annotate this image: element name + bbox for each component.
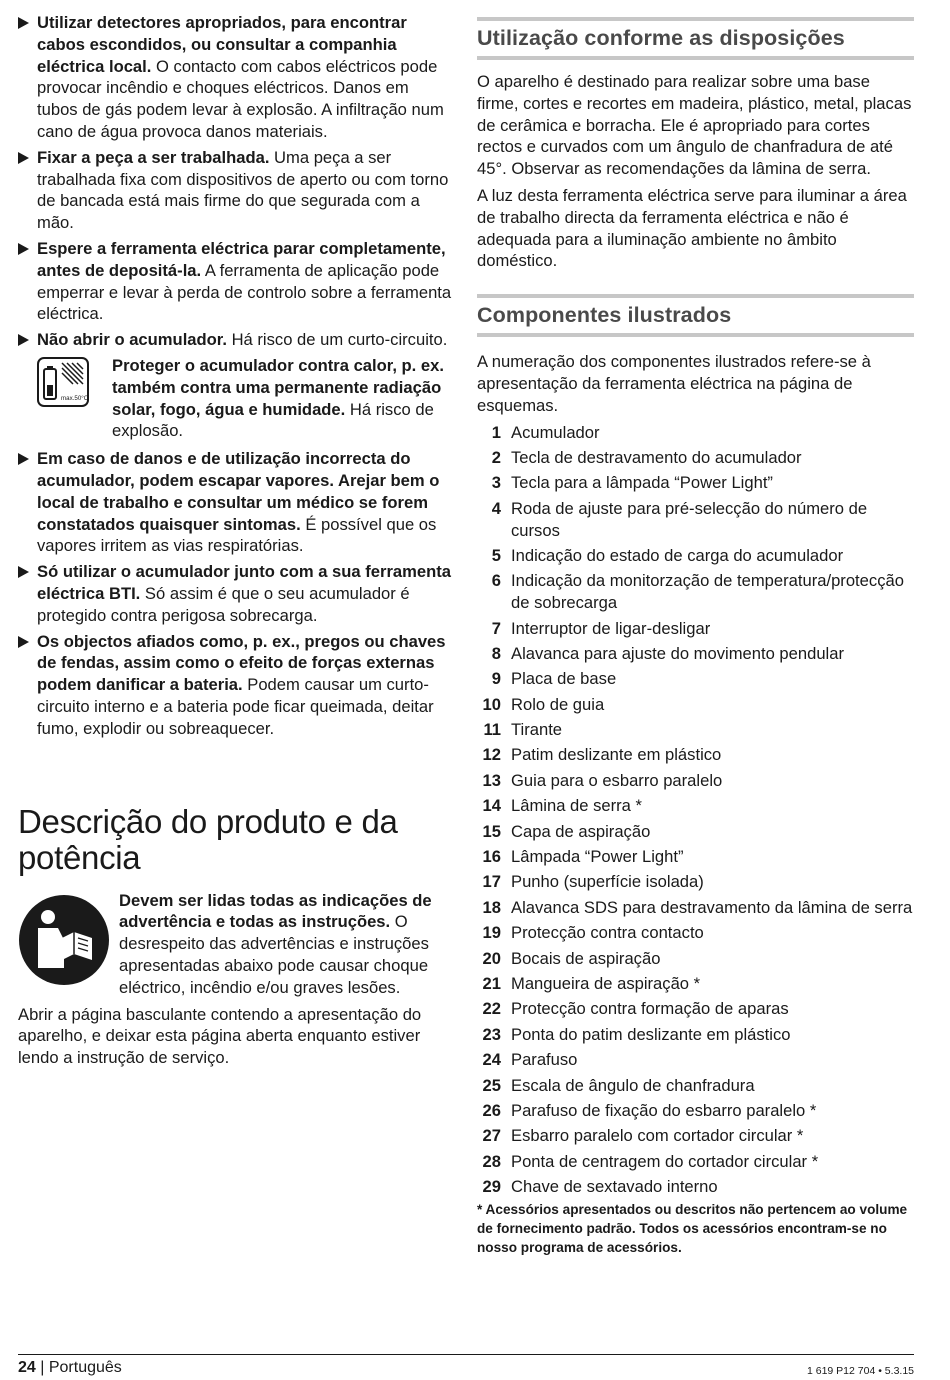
component-label: Parafuso de fixação do esbarro paralelo * <box>511 1100 817 1120</box>
component-label: Ponta do patim deslizante em plástico <box>511 1024 791 1044</box>
component-label: Esbarro paralelo com cortador circular * <box>511 1126 804 1146</box>
component-label: Escala de ângulo de chanfradura <box>511 1075 755 1095</box>
bullet-triangle-icon <box>18 17 29 29</box>
component-item <box>477 719 914 741</box>
component-number: 28 <box>482 1151 501 1171</box>
component-number: 19 <box>482 923 501 943</box>
safety-list <box>18 12 453 351</box>
component-number: 8 <box>491 643 501 663</box>
components-heading: Componentes ilustrados <box>477 303 732 328</box>
bullet-triangle-icon <box>18 243 29 255</box>
component-number: 26 <box>482 1100 501 1120</box>
components-header <box>477 294 914 337</box>
read-instructions-warning <box>18 890 453 1000</box>
component-item <box>477 1176 914 1198</box>
document-code: 1 619 P12 704 • 5.3.15 <box>806 1365 914 1377</box>
page-footer <box>18 1354 914 1377</box>
safety-item <box>18 448 453 557</box>
component-label: Patim deslizante em plástico <box>511 745 722 765</box>
component-item <box>477 694 914 716</box>
component-label: Tecla para a lâmpada “Power Light” <box>511 473 773 493</box>
safety-item <box>18 561 453 626</box>
component-item <box>477 570 914 614</box>
safety-item-bold: Fixar a peça a ser trabalhada. <box>37 147 270 167</box>
component-item <box>477 1125 914 1147</box>
component-number: 6 <box>491 571 501 591</box>
intended-use-paragraph-2: A luz desta ferramenta eléctrica serve para iluminar a área de trabalho directa da ferramenta eléctrica e não é adequada para a iluminação ambiente no âmbito doméstico. <box>477 185 907 271</box>
component-number: 29 <box>482 1177 501 1197</box>
warning-note-text: O desrespeito das advertências e instruções apresentadas abaixo pode causar choque eléctrico, incêndio e/ou graves lesões. <box>119 912 429 997</box>
component-item <box>477 948 914 970</box>
safety-item-text: Só assim é que o seu acumulador é protegido contra perigosa sobrecarga. <box>37 583 410 625</box>
component-number: 17 <box>482 872 501 892</box>
bullet-triangle-icon <box>18 453 29 465</box>
left-column <box>18 12 453 1069</box>
component-label: Punho (superfície isolada) <box>511 872 704 892</box>
component-item <box>477 744 914 766</box>
footer-separator: | <box>40 1359 45 1376</box>
component-number: 7 <box>491 618 501 638</box>
accessories-footnote: * Acessórios apresentados ou descritos não pertencem ao volume de fornecimento padrão. Todos os acessórios encontram-se no nosso programa de acessórios. <box>477 1202 908 1255</box>
safety-item-bold: Em caso de danos e de utilização incorrecta do acumulador, podem escapar vapores. Arejar bem o local de trabalho e consultar um médico se forem constatados quaisquer sintomas. <box>37 449 440 534</box>
component-number: 2 <box>491 447 501 467</box>
component-number: 3 <box>491 473 501 493</box>
component-label: Placa de base <box>511 669 617 689</box>
safety-item-text: Podem causar um curto-circuito interno e a bateria pode ficar queimada, deitar fumo, explodir ou sobreaquecer. <box>37 675 434 738</box>
component-item <box>477 422 914 444</box>
bullet-triangle-icon <box>18 334 29 346</box>
component-item <box>477 871 914 893</box>
component-label: Alavanca para ajuste do movimento pendular <box>511 643 845 663</box>
battery-heat-warning <box>37 355 453 442</box>
bullet-triangle-icon <box>18 636 29 648</box>
component-label: Chave de sextavado interno <box>511 1177 718 1197</box>
component-item <box>477 998 914 1020</box>
component-label: Indicação da monitorzação de temperatura/protecção de sobrecarga <box>511 571 904 613</box>
component-label: Guia para o esbarro paralelo <box>511 770 723 790</box>
safety-item-bold: Utilizar detectores apropriados, para encontrar cabos escondidos, ou consultar a companhia eléctrica local. <box>37 13 407 76</box>
right-column <box>477 12 914 1257</box>
component-number: 27 <box>482 1126 501 1146</box>
component-number: 5 <box>491 545 501 565</box>
component-number: 4 <box>491 498 501 518</box>
intended-use-header <box>477 17 914 60</box>
component-label: Acumulador <box>511 422 600 442</box>
bullet-triangle-icon <box>18 152 29 164</box>
component-label: Alavanca SDS para destravamento da lâmina de serra <box>511 897 913 917</box>
component-item <box>477 1049 914 1071</box>
component-label: Lâmina de serra * <box>511 796 642 816</box>
component-number: 22 <box>482 999 501 1019</box>
safety-item <box>18 329 453 351</box>
component-label: Mangueira de aspiração * <box>511 973 701 993</box>
component-label: Protecção contra contacto <box>511 923 704 943</box>
component-item <box>477 472 914 494</box>
component-label: Interruptor de ligar-desligar <box>511 618 711 638</box>
component-number: 1 <box>491 422 501 442</box>
bullet-triangle-icon <box>18 566 29 578</box>
safety-item-text: A ferramenta de aplicação pode emperrar e levar à perda de controlo sobre a ferramenta eléctrica. <box>37 260 452 324</box>
section-title: Descrição do produto e da potência <box>18 802 398 876</box>
svg-text:max.50°C: max.50°C <box>61 394 89 402</box>
component-label: Capa de aspiração <box>511 821 651 841</box>
component-item <box>477 668 914 690</box>
safety-list-continued <box>18 448 453 739</box>
component-item <box>477 973 914 995</box>
component-number: 10 <box>482 694 501 714</box>
component-label: Rolo de guia <box>511 694 605 714</box>
component-number: 20 <box>482 948 501 968</box>
footer-language: Português <box>48 1359 122 1376</box>
component-number: 18 <box>482 897 501 917</box>
components-list <box>477 422 914 1198</box>
component-label: Bocais de aspiração <box>511 948 661 968</box>
component-item <box>477 1075 914 1097</box>
component-item <box>477 1024 914 1046</box>
component-number: 24 <box>482 1050 501 1070</box>
warning-note-bold: Devem ser lidas todas as indicações de advertência e todas as instruções. <box>119 890 432 932</box>
component-number: 11 <box>483 720 501 740</box>
component-number: 25 <box>482 1075 501 1095</box>
component-item <box>477 821 914 843</box>
component-item <box>477 770 914 792</box>
component-item <box>477 846 914 868</box>
intended-use-heading: Utilização conforme as disposições <box>477 26 845 50</box>
component-label: Tecla de destravamento do acumulador <box>511 447 802 467</box>
component-item <box>477 922 914 944</box>
safety-item-text: Uma peça a ser trabalhada fixa com dispositivos de aperto ou com torno de bancada está mais firme do que segurada com a mão. <box>37 147 449 233</box>
safety-item <box>18 631 453 740</box>
component-number: 9 <box>491 669 501 689</box>
component-item <box>477 498 914 542</box>
component-number: 14 <box>482 796 501 816</box>
component-label: Protecção contra formação de aparas <box>511 999 789 1019</box>
safety-item <box>18 147 453 234</box>
component-item <box>477 1151 914 1173</box>
safety-item <box>18 238 453 325</box>
safety-item-text: Há risco de um curto-circuito. <box>226 330 448 350</box>
component-label: Parafuso <box>511 1050 578 1070</box>
component-number: 13 <box>482 770 501 790</box>
safety-item-bold: Espere a ferramenta eléctrica parar completamente, antes de depositá-la. <box>37 238 446 280</box>
component-number: 21 <box>482 973 501 993</box>
component-item <box>477 897 914 919</box>
safety-item-bold: Os objectos afiados como, p. ex., pregos ou chaves de fendas, assim como o efeito de forças externas podem danificar a bateria. <box>37 631 446 695</box>
component-label: Indicação do estado de carga do acumulador <box>511 545 844 565</box>
component-label: Ponta de centragem do cortador circular * <box>511 1151 819 1171</box>
component-item <box>477 545 914 567</box>
component-item <box>477 643 914 665</box>
battery-note-text: Há risco de explosão. <box>112 399 434 441</box>
component-item <box>477 447 914 469</box>
component-label: Roda de ajuste para pré-selecção do número de cursos <box>511 498 868 540</box>
safety-item-text: O contacto com cabos eléctricos pode provocar incêndio e choques eléctricos. Danos em tubos de gás podem levar à explosão. A infiltração num cano de água provoca danos materiais. <box>37 56 444 141</box>
component-label: Lâmpada “Power Light” <box>511 847 684 867</box>
battery-note-bold: Proteger o acumulador contra calor, p. ex. também contra uma permanente radiação solar, fogo, água e humidade. <box>112 355 444 419</box>
component-item <box>477 1100 914 1122</box>
component-item <box>477 795 914 817</box>
intended-use-paragraph-1: O aparelho é destinado para realizar sobre uma base firme, cortes e recortes em madeira, plástico, metal, placas de cerâmica e borracha. Ele é apropriado para cortes rectos e curvados com um ângulo de chanfradura de até 45°. Observar as recomendações da lâmina de serra. <box>477 72 912 179</box>
component-number: 12 <box>482 745 501 765</box>
safety-item <box>18 12 453 143</box>
battery-heat-icon <box>37 357 89 407</box>
safety-item-bold: Não abrir o acumulador. <box>37 330 227 350</box>
component-label: Tirante <box>511 720 563 740</box>
component-number: 23 <box>482 1024 501 1044</box>
component-number: 15 <box>482 821 501 841</box>
components-intro: A numeração dos componentes ilustrados refere-se à apresentação da ferramenta eléctrica na página de esquemas. <box>477 352 871 415</box>
safety-item-text: É possível que os vapores irritem as vias respiratórias. <box>37 514 437 556</box>
footer-left <box>18 1359 122 1377</box>
page-number: 24 <box>18 1359 36 1376</box>
closing-paragraph: Abrir a página basculante contendo a apresentação do aparelho, e deixar esta página aberta enquanto estiver lendo a instrução de serviço. <box>18 1004 422 1068</box>
component-item <box>477 618 914 640</box>
read-manual-icon <box>18 894 110 986</box>
component-number: 16 <box>482 847 501 867</box>
safety-item-bold: Só utilizar o acumulador junto com a sua ferramenta eléctrica BTI. <box>37 562 452 603</box>
